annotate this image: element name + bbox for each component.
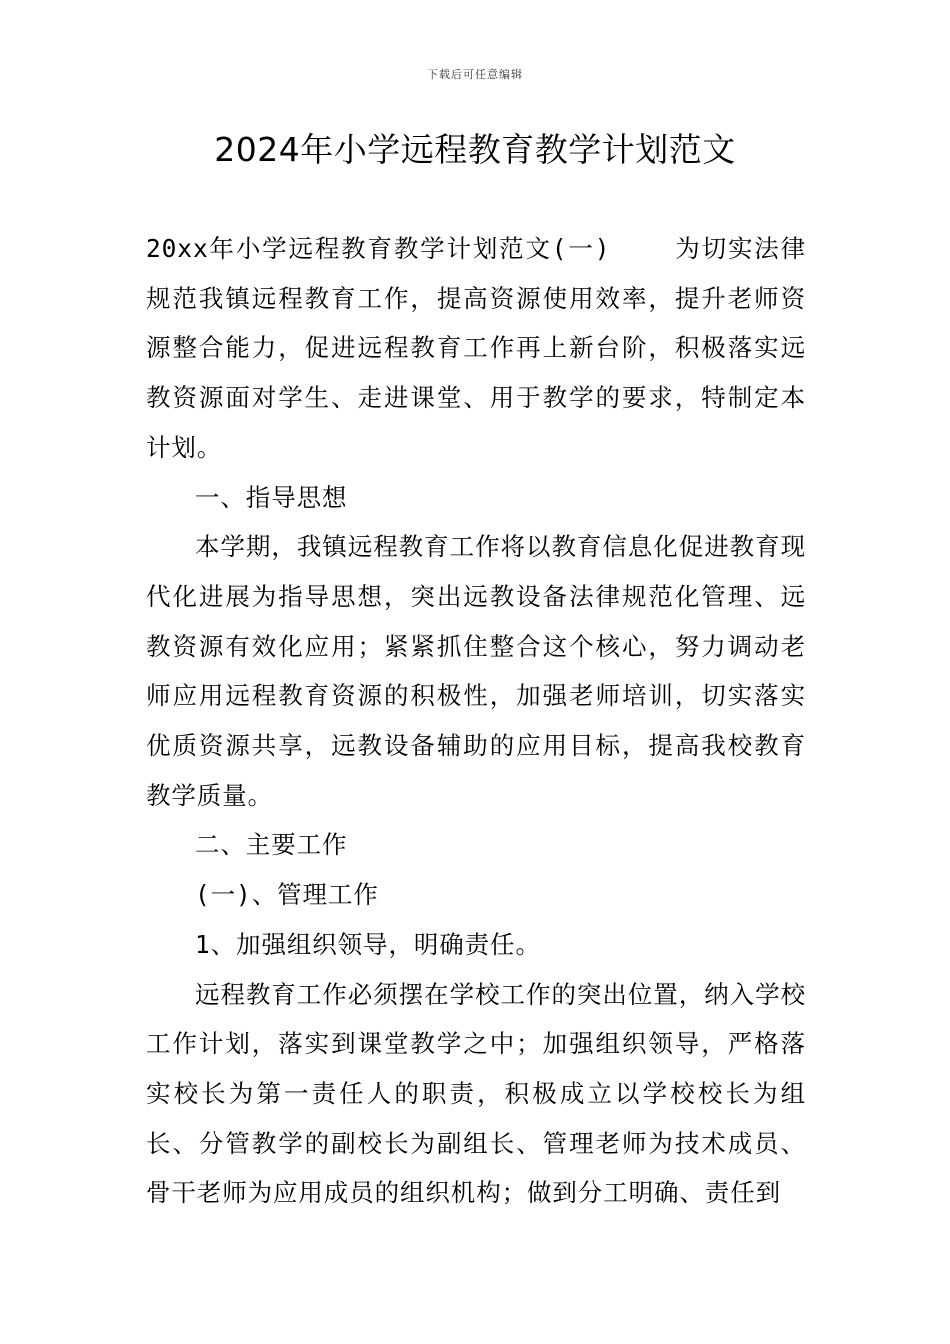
item1-heading: 1、加强组织领导，明确责任。	[195, 929, 541, 959]
section1-heading: 一、指导思想	[195, 482, 348, 512]
section1-paragraph: 本学期，我镇远程教育工作将以教育信息化促进教育现代化进展为指导思想，突出远教设备法律规范化管理、远教资源有效化应用；紧紧抓住整合这个核心，努力调动老师应用远程教育资源的积极性，加强老师培训，切实落实优质资源共享，远教设备辅助的应用目标，提高我校教育教学质量。	[146, 532, 806, 810]
item1-paragraph: 远程教育工作必须摆在学校工作的突出位置，纳入学校工作计划，落实到课堂教学之中；加强组织领导，严格落实校长为第一责任人的职责，积极成立以学校校长为组长、分管教学的副校长为副组长、管理老师为技术成员、骨干老师为应用成员的组织机构；做到分工明确、责任到	[146, 979, 806, 1208]
intro-paragraph	[146, 224, 806, 473]
section2-subheading: (一)、管理工作	[195, 880, 379, 910]
header-note: 下载后可任意编辑	[427, 68, 523, 81]
section2-heading: 二、主要工作	[195, 830, 348, 860]
document-title: 2024年小学远程教育教学计划范文	[214, 130, 736, 169]
intro-heading: 20xx年小学远程教育教学计划范文(一)	[146, 234, 611, 263]
intro-text: 为切实法律规范我镇远程教育工作，提高资源使用效率，提升老师资源整合能力，促进远程教育工作再上新台阶，积极落实远教资源面对学生、走进课堂、用于教学的要求，特制定本计划。	[146, 234, 807, 462]
document-body	[146, 224, 806, 1218]
